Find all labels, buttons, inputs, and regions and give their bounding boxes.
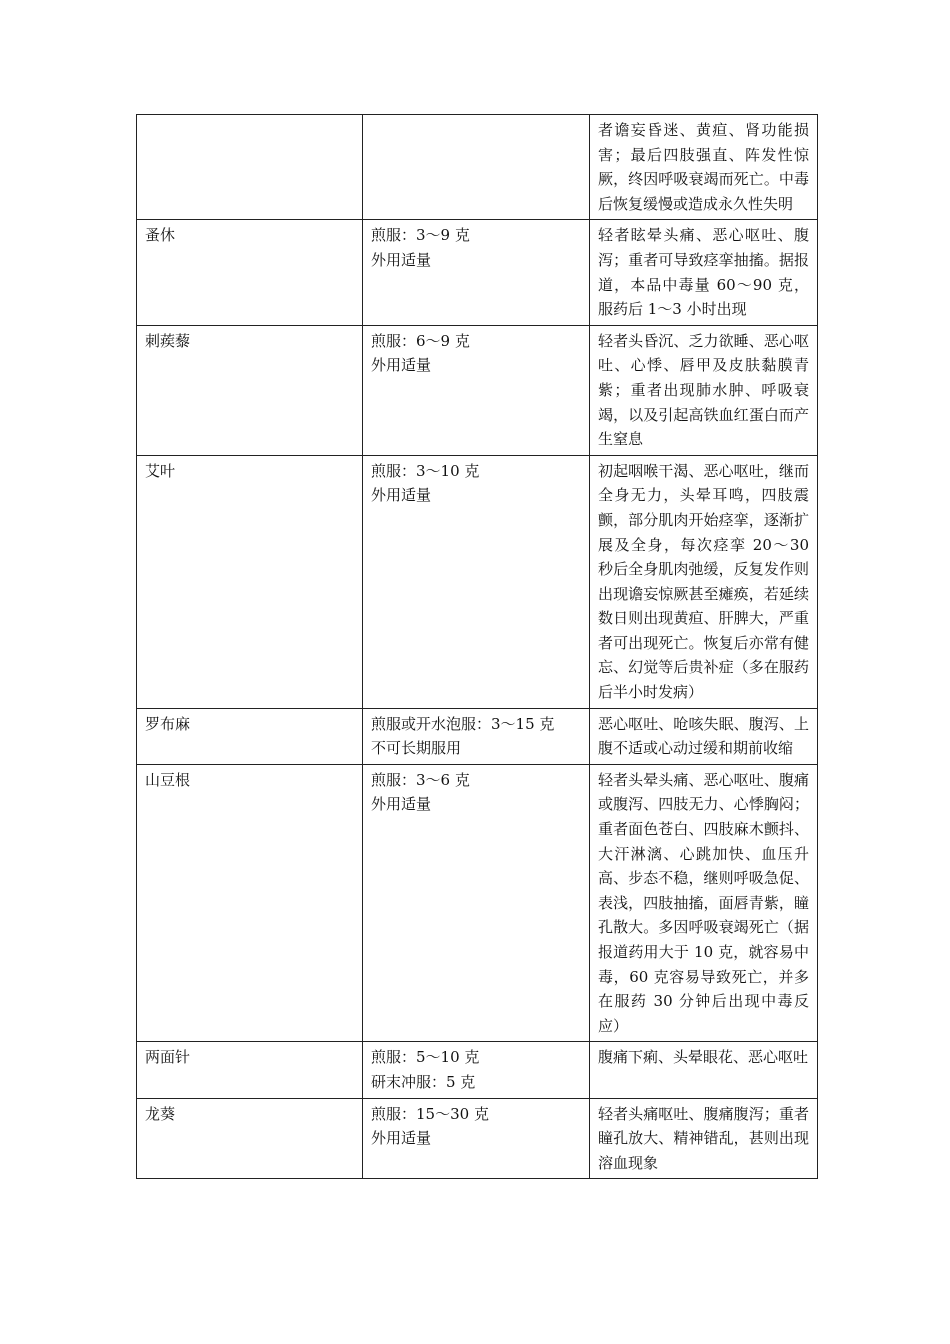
herb-toxicity-table xyxy=(136,114,818,1179)
herb-name: 罗布麻 xyxy=(145,714,191,733)
table-row xyxy=(137,220,818,325)
dosage-cell xyxy=(363,220,590,325)
dosage-line: 煎服：6～9 克 xyxy=(371,331,470,350)
dosage-line: 外用适量 xyxy=(371,795,432,814)
toxicity-text: 轻者头昏沉、乏力欲睡、恶心呕吐、心悸、唇甲及皮肤黏膜青紫；重者出现肺水肿、呼吸衰竭，以及引起高铁血红蛋白而产生窒息 xyxy=(598,331,809,449)
dosage-line: 不可长期服用 xyxy=(371,739,462,758)
toxicity-cell xyxy=(590,1042,818,1098)
herb-name-cell xyxy=(137,1042,363,1098)
toxicity-cell xyxy=(590,115,818,220)
toxicity-text: 轻者头痛呕吐、腹痛腹泻；重者瞳孔放大、精神错乱，甚则出现溶血现象 xyxy=(598,1104,809,1172)
dosage-cell xyxy=(363,1098,590,1179)
dosage-cell xyxy=(363,115,590,220)
dosage-line: 外用适量 xyxy=(371,1129,432,1148)
dosage-line: 煎服：15～30 克 xyxy=(371,1104,489,1123)
dosage-cell xyxy=(363,325,590,455)
toxicity-cell xyxy=(590,764,818,1042)
toxicity-text: 初起咽喉干渴、恶心呕吐，继而全身无力，头晕耳鸣，四肢震颤，部分肌肉开始痉挛，逐渐扩展及全身，每次痉挛 20～30 秒后全身肌肉弛缓，反复发作则出现谵妄惊厥甚至瘫痪，若延续数日则出现黄疸、肝脾大，严重者可出现死亡。恢复后亦常有健忘、幻觉等后贵补症（多在服药后半小时发病） xyxy=(598,461,809,702)
herb-name-cell xyxy=(137,115,363,220)
herb-name-cell xyxy=(137,708,363,764)
herb-name: 两面针 xyxy=(145,1048,191,1067)
dosage-cell xyxy=(363,708,590,764)
table-row xyxy=(137,764,818,1042)
herb-name: 艾叶 xyxy=(145,461,176,480)
toxicity-cell xyxy=(590,1098,818,1179)
dosage-line: 研末冲服：5 克 xyxy=(371,1072,476,1091)
dosage-line: 煎服或开水泡服：3～15 克 xyxy=(371,714,555,733)
table-row xyxy=(137,455,818,708)
herb-name: 龙葵 xyxy=(145,1104,176,1123)
herb-name: 蚤休 xyxy=(145,226,176,245)
dosage-line: 煎服：3～6 克 xyxy=(371,770,470,789)
herb-name-cell xyxy=(137,220,363,325)
dosage-line: 煎服：3～9 克 xyxy=(371,226,470,245)
dosage-cell xyxy=(363,455,590,708)
dosage-line: 外用适量 xyxy=(371,250,432,269)
toxicity-text: 腹痛下痢、头晕眼花、恶心呕吐 xyxy=(598,1048,809,1067)
dosage-line: 煎服：3～10 克 xyxy=(371,461,480,480)
herb-name-cell xyxy=(137,325,363,455)
herb-name-cell xyxy=(137,764,363,1042)
herb-name-cell xyxy=(137,455,363,708)
table-row xyxy=(137,1098,818,1179)
table-row xyxy=(137,1042,818,1098)
herb-name: 刺蒺藜 xyxy=(145,331,191,350)
dosage-line: 煎服：5～10 克 xyxy=(371,1048,480,1067)
toxicity-text: 轻者头晕头痛、恶心呕吐、腹痛或腹泻、四肢无力、心悸胸闷；重者面色苍白、四肢麻木颤抖、大汗淋漓、心跳加快、血压升高、步态不稳，继则呼吸急促、表浅，四肢抽搐，面唇青紫，瞳孔散大。多因呼吸衰竭死亡（据报道药用大于 10 克，就容易中毒，60 克容易导致死亡，并多在服药 30 分钟后出现中毒反应） xyxy=(598,770,809,1035)
table-row xyxy=(137,708,818,764)
herb-name: 山豆根 xyxy=(145,770,191,789)
table-row xyxy=(137,325,818,455)
dosage-line: 外用适量 xyxy=(371,486,432,505)
dosage-cell xyxy=(363,1042,590,1098)
toxicity-text: 轻者眩晕头痛、恶心呕吐、腹泻；重者可导致痉挛抽搐。据报道，本品中毒量 60～90 克，服药后 1～3 小时出现 xyxy=(598,226,809,319)
toxicity-cell xyxy=(590,325,818,455)
toxicity-text: 恶心呕吐、呛咳失眠、腹泻、上腹不适或心动过缓和期前收缩 xyxy=(598,714,809,758)
toxicity-cell xyxy=(590,455,818,708)
toxicity-text: 者谵妄昏迷、黄疸、肾功能损害；最后四肢强直、阵发性惊厥，终因呼吸衰竭而死亡。中毒后恢复缓慢或造成永久性失明 xyxy=(598,121,809,213)
toxicity-cell xyxy=(590,220,818,325)
dosage-line: 外用适量 xyxy=(371,356,432,375)
dosage-cell xyxy=(363,764,590,1042)
toxicity-cell xyxy=(590,708,818,764)
table-row xyxy=(137,115,818,220)
herb-name-cell xyxy=(137,1098,363,1179)
